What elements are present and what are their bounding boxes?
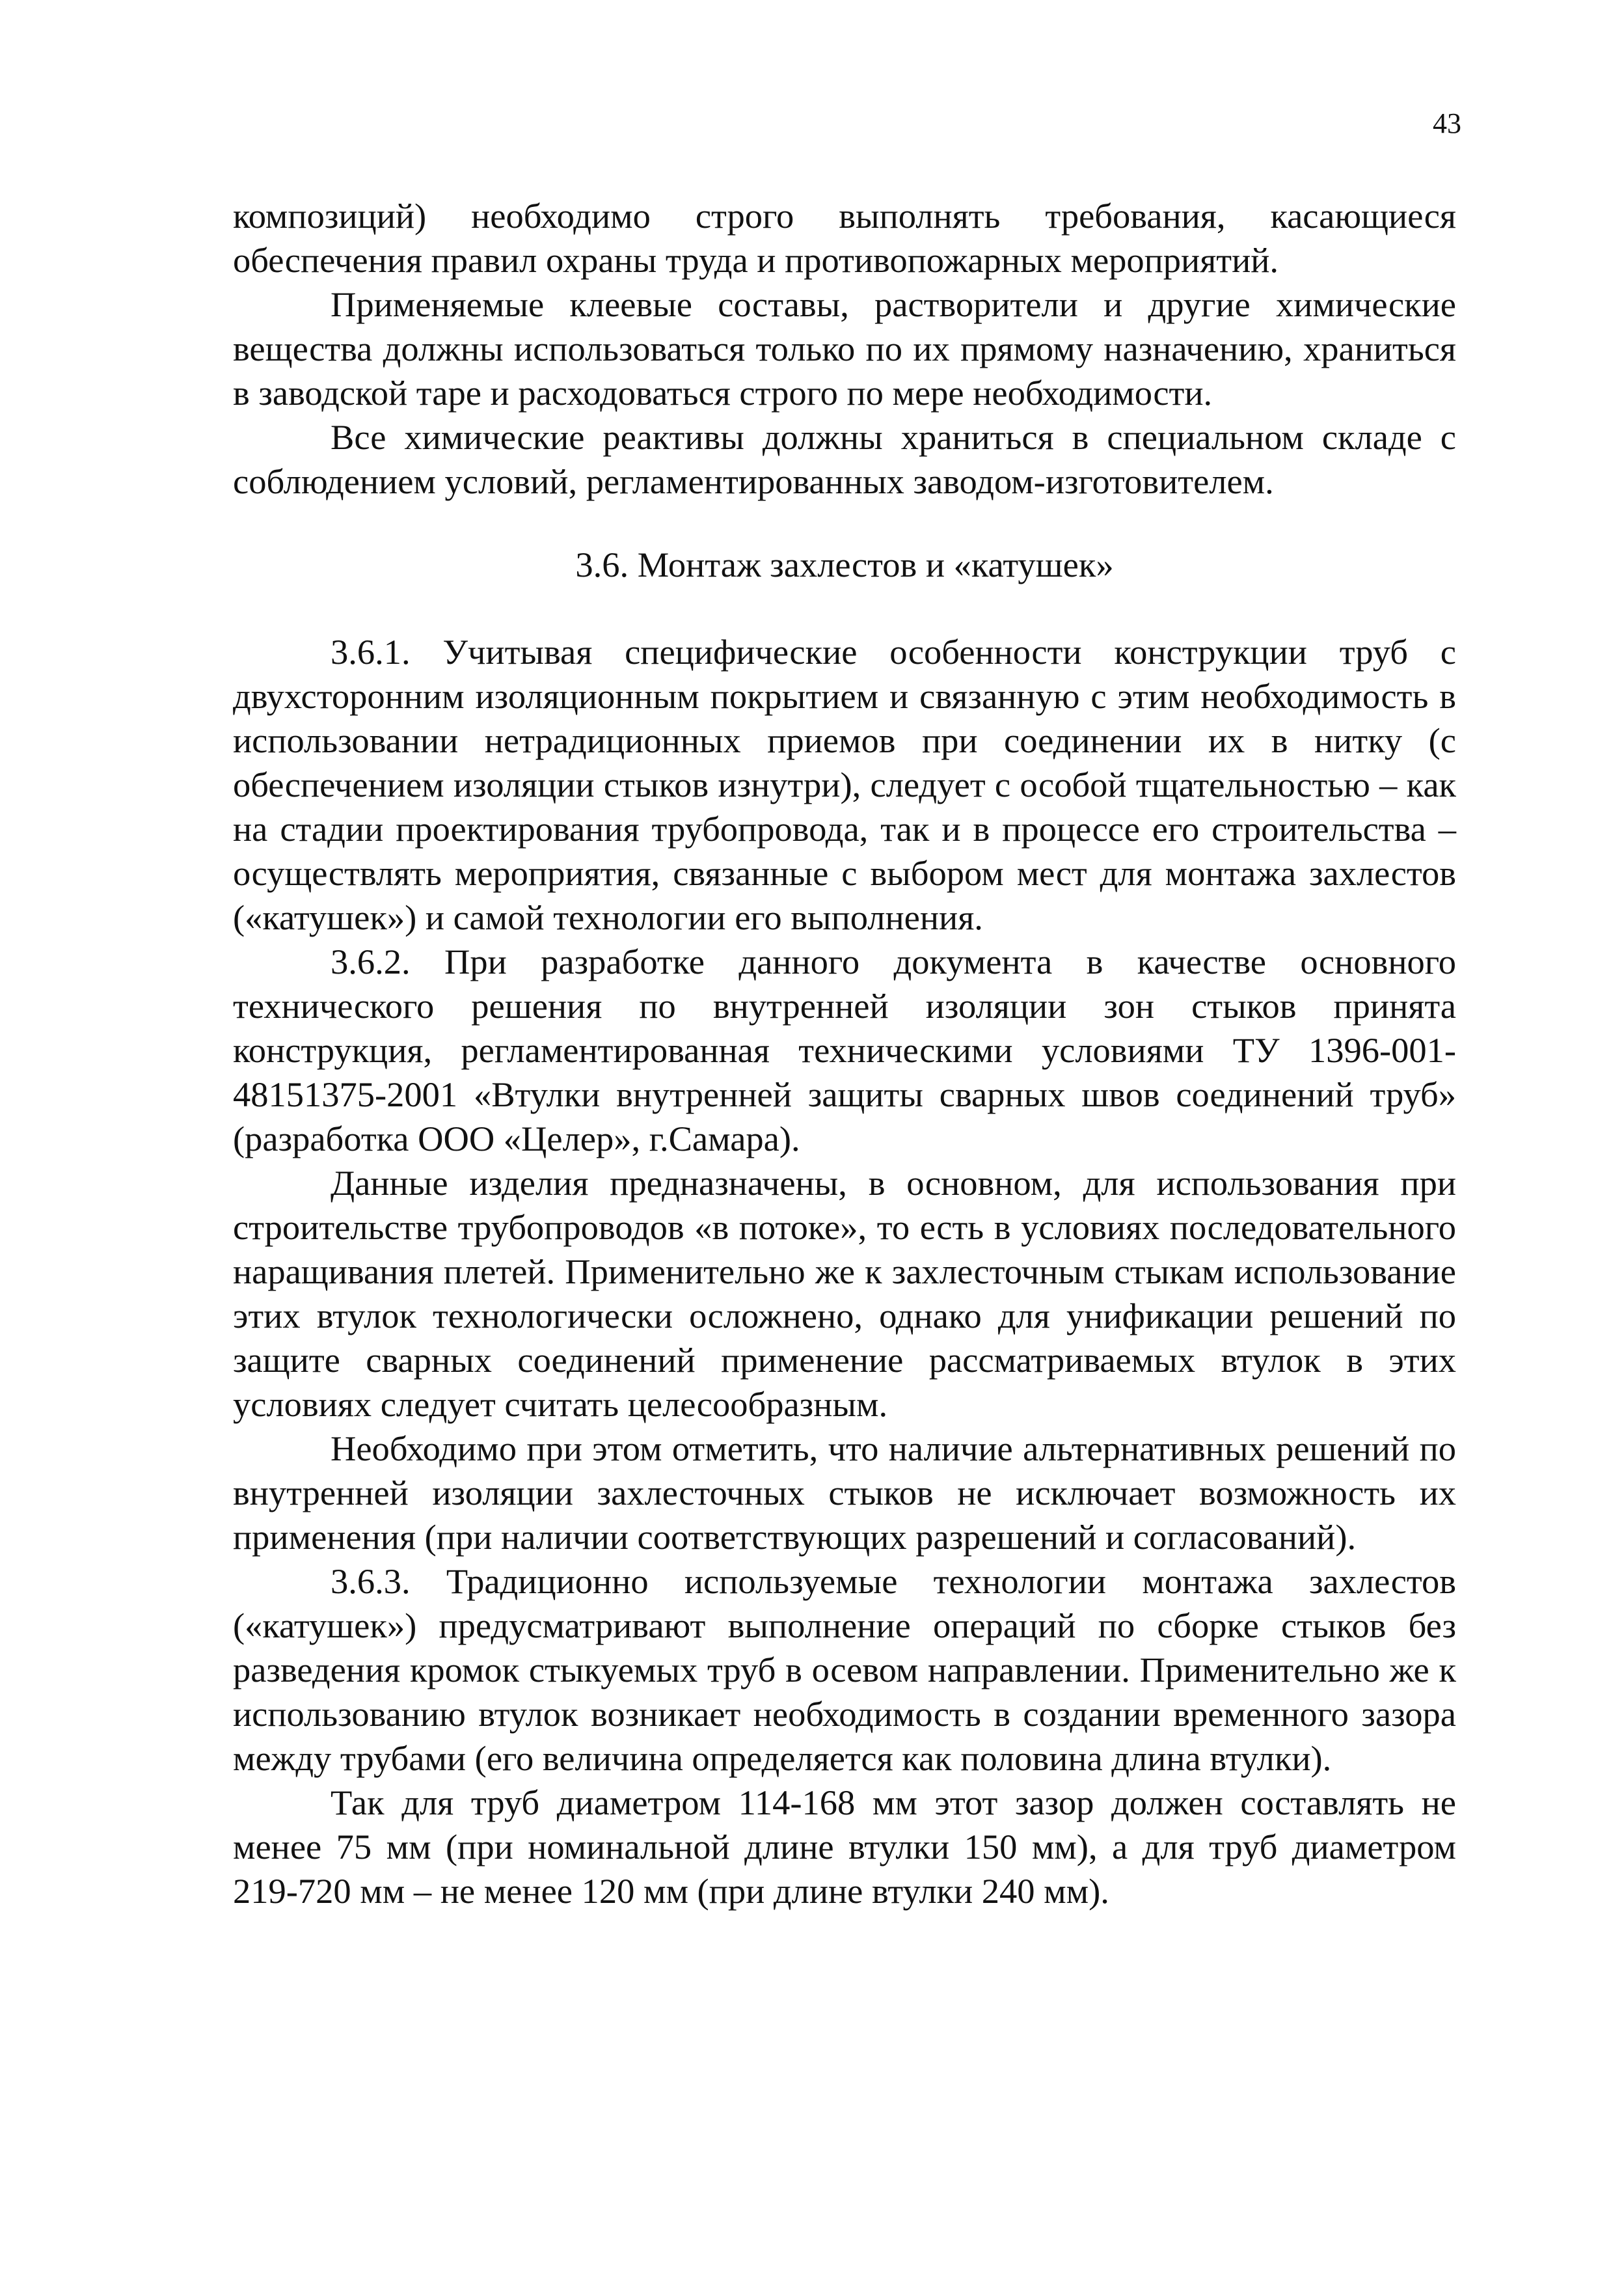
paragraph-alternatives: Необходимо при этом отметить, что наличие альтернативных решений по внутренней изоляции захлесточных стыков не исключает возможность их применения (при наличии соответствующих разрешений и согласований). xyxy=(233,1429,1456,1557)
section-heading: 3.6. Монтаж захлестов и «катушек» xyxy=(575,545,1114,584)
document-body xyxy=(233,194,1456,1913)
paragraph-3-6-2: 3.6.2. При разработке данного документа в качестве основного технического решения по внутренней изоляции зон стыков принята конструкция, регламентированная техническими условиями ТУ 1396-001-48151375-2001 «Втулки внутренней защиты сварных швов соединений труб» (разработка ООО «Целер», г.Самара). xyxy=(233,942,1456,1158)
paragraph-products-purpose: Данные изделия предназначены, в основном, для использования при строительстве трубопроводов «в потоке», то есть в условиях последовательного наращивания плетей. Применительно же к захлесточным стыкам использование этих втулок технологически осложнено, однако для унификации решений по защите сварных соединений применение рассматриваемых втулок в этих условиях следует считать целесообразным. xyxy=(233,1163,1456,1424)
paragraph-3-6-1: 3.6.1. Учитывая специфические особенности конструкции труб с двухсторонним изоляционным покрытием и связанную с этим необходимость в использовании нетрадиционных приемов при соединении их в нитку (с обеспечением изоляции стыков изнутри), следует с особой тщательностью – как на стадии проектирования трубопровода, так и в процессе его строительства – осуществлять мероприятия, связанные с выбором мест для монтажа захлестов («катушек») и самой технологии его выполнения. xyxy=(233,632,1456,937)
paragraph-3-6-3: 3.6.3. Традиционно используемые технологии монтажа захлестов («катушек») предусматривают выполнение операций по сборке стыков без разведения кромок стыкуемых труб в осевом направлении. Применительно же к использованию втулок возникает необходимость в создании временного зазора между трубами (его величина определяется как половина длина втулки). xyxy=(233,1561,1456,1778)
page-number: 43 xyxy=(1433,107,1461,139)
paragraph-reagents-storage: Все химические реактивы должны храниться в специальном складе с соблюдением условий, регламентированных заводом-изготовителем. xyxy=(233,417,1456,501)
paragraph-continuation: композиций) необходимо строго выполнять требования, касающиеся обеспечения правил охраны труда и противопожарных мероприятий. xyxy=(233,196,1456,280)
paragraph-adhesives: Применяемые клеевые составы, растворители и другие химические вещества должны использоваться только по их прямому назначению, храниться в заводской таре и расходоваться строго по мере необходимости. xyxy=(233,284,1456,413)
paragraph-gap-sizes: Так для труб диаметром 114-168 мм этот зазор должен составлять не менее 75 мм (при номинальной длине втулки 150 мм), а для труб диаметром 219-720 мм – не менее 120 мм (при длине втулки 240 мм). xyxy=(233,1783,1456,1911)
